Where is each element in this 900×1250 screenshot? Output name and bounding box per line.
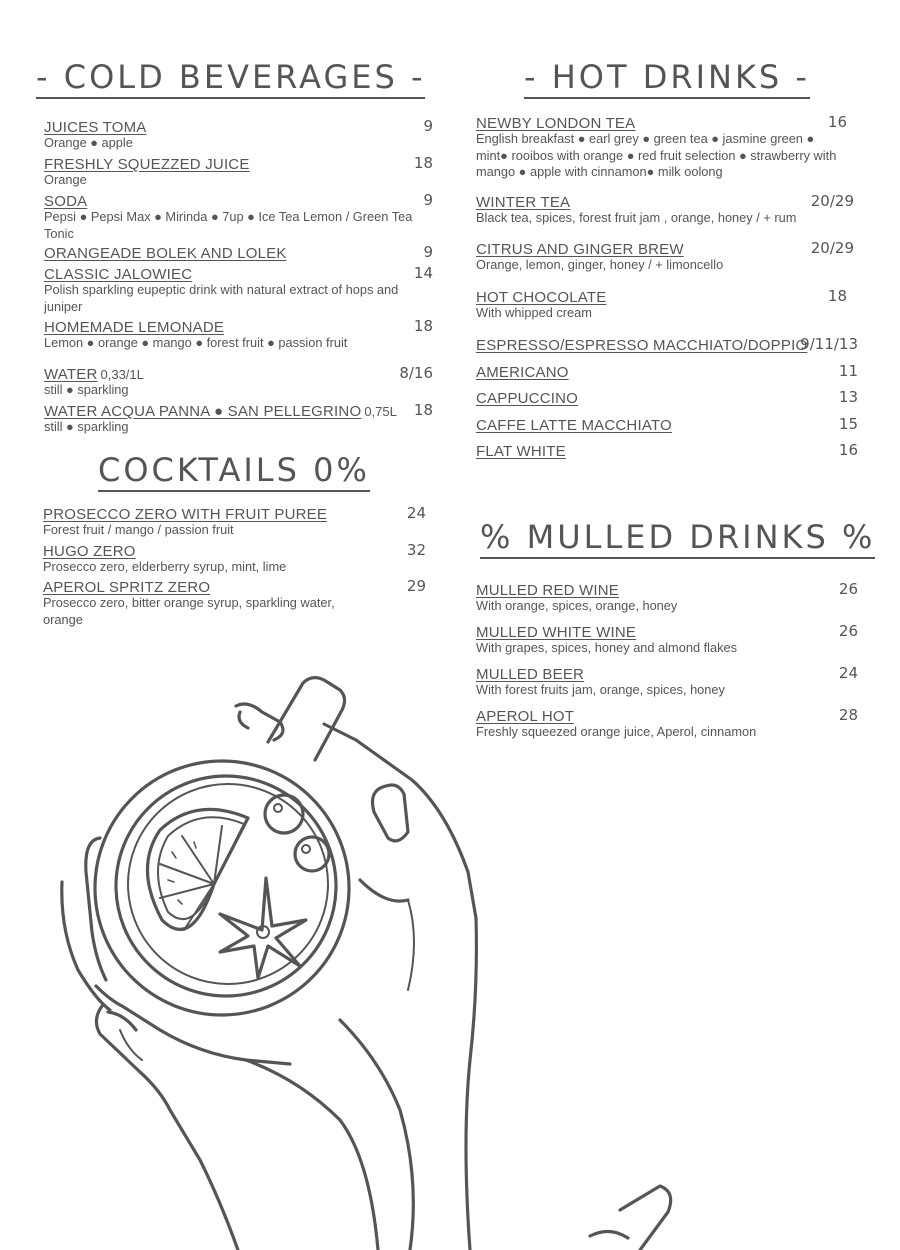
item-name: WATER ACQUA PANNA ● SAN PELLEGRINO bbox=[44, 403, 362, 420]
item-name: CAFFE LATTE MACCHIATO bbox=[476, 417, 672, 434]
item-size: 0,75L bbox=[364, 404, 397, 419]
item-price: 18 bbox=[413, 401, 433, 419]
item-description: still ● sparkling bbox=[44, 419, 129, 434]
item-description: Prosecco zero, bitter orange syrup, sparkling water, orange bbox=[43, 595, 335, 627]
item-description: Prosecco zero, elderberry syrup, mint, lime bbox=[43, 559, 287, 574]
item-name: HUGO ZERO bbox=[43, 543, 136, 560]
item-price: 24 bbox=[406, 504, 426, 522]
item-price: 24 bbox=[838, 664, 858, 682]
item-name: CLASSIC JALOWIEC bbox=[44, 266, 193, 283]
item-price: 9/11/13 bbox=[800, 335, 858, 353]
item-name: JUICES TOMA bbox=[44, 119, 147, 136]
item-description: English breakfast ● earl grey ● green tea ● jasmine green ● mint● rooibos with orange ● red fruit selection ● strawberry with mango ● apple with cinnamon● milk oolong bbox=[476, 131, 837, 179]
item-price: 15 bbox=[838, 415, 858, 433]
item-name: APEROL SPRITZ ZERO bbox=[43, 579, 211, 596]
hot-drinks-heading: - HOT DRINKS - bbox=[524, 58, 810, 96]
item-description: Orange bbox=[44, 172, 87, 187]
item-name: SODA bbox=[44, 193, 88, 210]
item-price: 16 bbox=[838, 441, 858, 459]
item-description: Forest fruit / mango / passion fruit bbox=[43, 522, 234, 537]
item-name: CITRUS AND GINGER BREW bbox=[476, 241, 684, 258]
item-description: Orange ● apple bbox=[44, 135, 133, 150]
item-price: 20/29 bbox=[810, 239, 854, 257]
item-price: 20/29 bbox=[810, 192, 854, 210]
cold-beverages-heading: - COLD BEVERAGES - bbox=[36, 58, 425, 96]
item-price: 16 bbox=[827, 113, 847, 131]
item-description: Freshly squeezed orange juice, Aperol, cinnamon bbox=[476, 724, 757, 739]
item-name: MULLED RED WINE bbox=[476, 582, 620, 599]
item-name: WATER bbox=[44, 366, 98, 383]
item-price: 9 bbox=[423, 191, 433, 209]
item-description: Pepsi ● Pepsi Max ● Mirinda ● 7up ● Ice Tea Lemon / Green Tea Tonic bbox=[44, 209, 413, 241]
item-name: HOT CHOCOLATE bbox=[476, 289, 607, 306]
item-price: 9 bbox=[423, 117, 433, 135]
item-price: 18 bbox=[827, 287, 847, 305]
item-price: 14 bbox=[413, 264, 433, 282]
item-price: 18 bbox=[413, 154, 433, 172]
item-name: NEWBY LONDON TEA bbox=[476, 115, 636, 132]
item-name: PROSECCO ZERO WITH FRUIT PUREE bbox=[43, 506, 328, 523]
item-price: 18 bbox=[413, 317, 433, 335]
item-description: Lemon ● orange ● mango ● forest fruit ● passion fruit bbox=[44, 335, 348, 350]
item-description: With whipped cream bbox=[476, 305, 592, 320]
item-name: ESPRESSO/ESPRESSO MACCHIATO/DOPPIO bbox=[476, 337, 808, 354]
item-description: Polish sparkling eupeptic drink with natural extract of hops and juniper bbox=[44, 282, 399, 314]
item-name: MULLED BEER bbox=[476, 666, 585, 683]
item-name: FRESHLY SQUEZZED JUICE bbox=[44, 156, 250, 173]
item-price: 26 bbox=[838, 580, 858, 598]
item-name: HOMEMADE LEMONADE bbox=[44, 319, 225, 336]
item-name: CAPPUCCINO bbox=[476, 390, 579, 407]
item-name: FLAT WHITE bbox=[476, 443, 566, 460]
item-price: 32 bbox=[406, 541, 426, 559]
item-name: MULLED WHITE WINE bbox=[476, 624, 637, 641]
item-price: 11 bbox=[838, 362, 858, 380]
item-name: APEROL HOT bbox=[476, 708, 575, 725]
mulled-drinks-heading: % MULLED DRINKS % bbox=[480, 518, 875, 556]
item-price: 9 bbox=[423, 243, 433, 261]
item-name: AMERICANO bbox=[476, 364, 569, 381]
item-description: Orange, lemon, ginger, honey / + limoncello bbox=[476, 257, 724, 272]
item-description: Black tea, spices, forest fruit jam , orange, honey / + rum bbox=[476, 210, 797, 225]
item-description: With grapes, spices, honey and almond flakes bbox=[476, 640, 738, 655]
item-size: 0,33/1L bbox=[100, 367, 144, 382]
item-description: With forest fruits jam, orange, spices, honey bbox=[476, 682, 725, 697]
item-name: WINTER TEA bbox=[476, 194, 571, 211]
item-price: 26 bbox=[838, 622, 858, 640]
item-price: 28 bbox=[838, 706, 858, 724]
item-name: ORANGEADE BOLEK AND LOLEK bbox=[44, 245, 287, 262]
item-price: 29 bbox=[406, 577, 426, 595]
item-description: With orange, spices, orange, honey bbox=[476, 598, 678, 613]
item-price: 13 bbox=[838, 388, 858, 406]
item-price: 8/16 bbox=[399, 364, 433, 382]
cocktails-heading: COCKTAILS 0% bbox=[98, 451, 370, 489]
item-description: still ● sparkling bbox=[44, 382, 129, 397]
